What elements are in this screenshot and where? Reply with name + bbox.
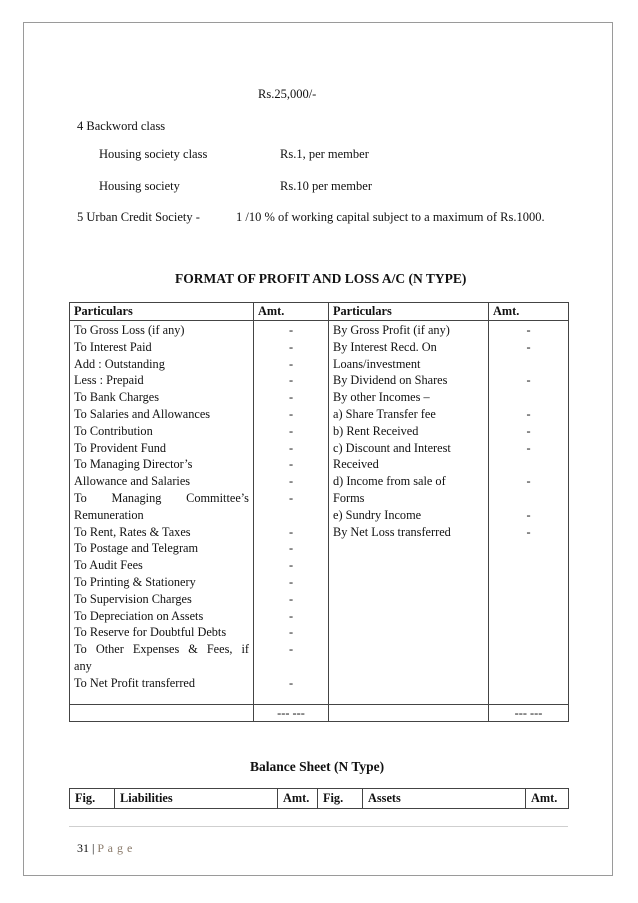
header-amt-debit: Amt. xyxy=(254,303,329,321)
bs-header-assets: Assets xyxy=(363,789,526,809)
debit-line: To Depreciation on Assets xyxy=(74,608,204,623)
housing-class-label: Housing society class xyxy=(99,147,208,161)
credit-line: By Net Loss transferred xyxy=(333,524,451,539)
total-blank-right xyxy=(329,705,489,722)
debit-line: To Supervision Charges xyxy=(74,591,192,606)
credit-line: e) Sundry Income xyxy=(333,507,422,522)
debit-amount-cell xyxy=(254,321,329,705)
debit-line: To Reserve for Doubtful Debts xyxy=(74,625,227,640)
debit-line: To Audit Fees xyxy=(74,558,143,573)
page-separator: | xyxy=(92,841,95,855)
credit-line: By Interest Recd. On xyxy=(333,339,437,354)
credit-amount xyxy=(493,490,564,507)
credit-line: d) Income from sale of xyxy=(333,474,446,489)
debit-particulars-cell xyxy=(70,321,254,705)
debit-line: To Other Expenses & Fees, if xyxy=(74,642,249,657)
debit-amount: - xyxy=(288,591,294,606)
bs-header-amt-liab: Amt. xyxy=(278,789,318,809)
debit-amount: - xyxy=(288,558,294,573)
total-blank-left xyxy=(70,705,254,722)
debit-amount: - xyxy=(288,574,294,589)
table-body-row xyxy=(70,321,569,705)
table-header-row xyxy=(70,789,569,809)
debit-line: Less : Prepaid xyxy=(74,373,144,388)
debit-amount: - xyxy=(288,608,294,623)
page-number: 31 xyxy=(77,841,89,855)
credit-line: Received xyxy=(333,457,379,472)
debit-amount: - xyxy=(288,356,294,371)
debit-line: To Managing Director’s xyxy=(74,457,193,472)
credit-particulars-cell xyxy=(329,321,489,705)
credit-amount: - xyxy=(526,423,531,438)
header-amt-credit: Amt. xyxy=(489,303,569,321)
credit-amount-cell xyxy=(489,321,569,705)
credit-line: By other Incomes – xyxy=(333,390,430,405)
credit-amount: - xyxy=(526,323,531,337)
debit-line: To Postage and Telegram xyxy=(74,541,199,556)
balance-sheet-table xyxy=(69,788,569,809)
bs-header-fig-assets: Fig. xyxy=(318,789,363,809)
pl-heading: FORMAT OF PROFIT AND LOSS A/C (N TYPE) xyxy=(175,271,467,286)
credit-amount: - xyxy=(526,507,531,522)
credit-amount xyxy=(493,356,564,373)
debit-line: To Contribution xyxy=(74,423,153,438)
debit-line: To Rent, Rates & Taxes xyxy=(74,524,191,539)
bs-heading: Balance Sheet (N Type) xyxy=(250,759,385,774)
debit-line: To Managing Committee’s xyxy=(74,490,249,505)
backword-class-line: 4 Backword class xyxy=(77,119,166,133)
bs-header-amt-assets: Amt. xyxy=(526,789,569,809)
debit-amount: - xyxy=(288,339,294,354)
credit-line: b) Rent Received xyxy=(333,423,419,438)
debit-amount xyxy=(258,658,324,675)
debit-amount: - xyxy=(288,524,294,539)
debit-amount: - xyxy=(288,490,294,505)
debit-amount: - xyxy=(288,390,294,405)
housing-class-value: Rs.1, per member xyxy=(280,147,369,161)
table-total-row xyxy=(70,705,569,722)
urban-credit-value: 1 /10 % of working capital subject to a maximum of Rs.1000. xyxy=(236,210,545,224)
bs-header-liabilities: Liabilities xyxy=(115,789,278,809)
credit-amount: - xyxy=(526,406,531,421)
credit-amount: - xyxy=(526,440,531,455)
debit-line: To Provident Fund xyxy=(74,440,167,455)
credit-amount: - xyxy=(526,339,531,354)
credit-line: By Dividend on Shares xyxy=(333,373,448,388)
debit-amount: - xyxy=(288,457,294,472)
housing-label: Housing society xyxy=(99,179,180,193)
credit-amount xyxy=(493,389,564,406)
credit-line: c) Discount and Interest xyxy=(333,440,451,455)
debit-amount: - xyxy=(288,406,294,421)
debit-line: Add : Outstanding xyxy=(74,356,165,371)
amount-line: Rs.25,000/- xyxy=(258,87,317,101)
debit-amount: - xyxy=(288,541,294,556)
debit-line: any xyxy=(74,658,92,673)
debit-line: To Gross Loss (if any) xyxy=(74,323,185,337)
table-header-row xyxy=(70,303,569,321)
credit-amount: - xyxy=(526,373,531,388)
debit-line: To Printing & Stationery xyxy=(74,574,196,589)
credit-amount xyxy=(493,456,564,473)
debit-amount: - xyxy=(288,675,294,690)
debit-amount: - xyxy=(288,373,294,388)
debit-amount xyxy=(258,507,324,524)
debit-line: To Salaries and Allowances xyxy=(74,406,211,421)
header-particulars-credit: Particulars xyxy=(329,303,489,321)
credit-line: a) Share Transfer fee xyxy=(333,406,436,421)
header-particulars-debit: Particulars xyxy=(70,303,254,321)
debit-amount: - xyxy=(288,625,294,640)
debit-amount: - xyxy=(288,642,294,657)
page-footer xyxy=(77,841,133,855)
credit-line: Forms xyxy=(333,490,365,505)
debit-line: To Interest Paid xyxy=(74,339,152,354)
debit-amount: - xyxy=(288,440,294,455)
debit-line: Allowance and Salaries xyxy=(74,474,191,489)
debit-amount: - xyxy=(288,323,294,337)
debit-line: To Bank Charges xyxy=(74,390,159,405)
total-left: --- --- xyxy=(254,705,329,722)
total-right: --- --- xyxy=(489,705,569,722)
page-word: P a g e xyxy=(97,841,133,855)
urban-credit-label: 5 Urban Credit Society - xyxy=(77,210,200,224)
credit-line: By Gross Profit (if any) xyxy=(333,323,450,337)
profit-loss-table xyxy=(69,302,569,722)
credit-amount: - xyxy=(526,524,531,539)
debit-amount: - xyxy=(288,474,294,489)
debit-amount: - xyxy=(288,423,294,438)
housing-value: Rs.10 per member xyxy=(280,179,372,193)
debit-line: To Net Profit transferred xyxy=(74,675,196,690)
bs-header-fig-liab: Fig. xyxy=(70,789,115,809)
footer-rule xyxy=(69,826,568,827)
debit-line: Remuneration xyxy=(74,507,144,522)
credit-amount: - xyxy=(526,474,531,489)
credit-line: Loans/investment xyxy=(333,356,421,371)
